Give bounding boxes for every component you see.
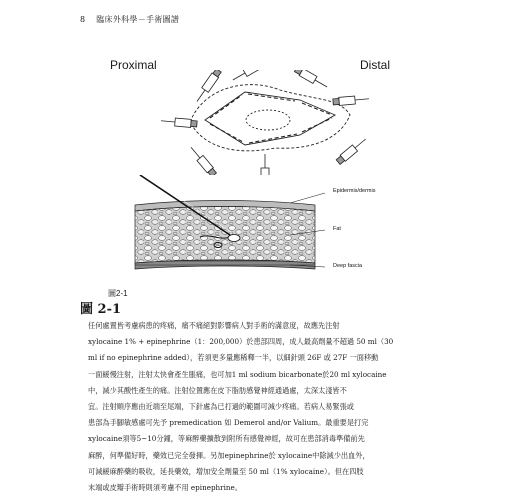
body-line: 患部為手腳敏感處可先予 premedication 如 Demerol and/or Valium。最重要是打完 [88, 418, 369, 428]
body-line: 中，減少其酸性產生的痛。注射位置應在皮下脂肪感覺神經通過處，太深太淺皆不 [88, 385, 347, 395]
page-number: 8 [80, 15, 86, 24]
epidermis-dermis-label: Epidermis/dermis [333, 188, 376, 194]
body-line: 可減緩麻醉藥的吸收，延長藥效，增加安全劑量至 50 ml（1% xylocaine）。但在四肢 [88, 466, 364, 476]
injection-sequence-illustration [150, 70, 380, 175]
body-text [88, 318, 448, 496]
body-line: 宜。注射順序應由近端至尾端，下針處為已打過的範圍可減少疼痛。若病人易緊張或 [88, 402, 354, 412]
body-line: 麻醉，何準備好時，藥效已完全發揮。另加epinephrine於 xylocaine中除減少出血外， [88, 450, 370, 460]
body-line: xylocaine須等5~10分鐘，等麻醉藥擴散到附所有感覺神經，故可在患部消毒準備前先 [88, 434, 365, 444]
body-line: 任何處置皆考慮病患的疼痛，痛不痛絕對影響病人對手術的滿意度，故應先注射 [88, 321, 340, 330]
figure-caption: 圖 2-1 [80, 302, 122, 317]
deep-fascia-label: Deep fascia [333, 263, 363, 269]
fat-label: Fat [333, 226, 341, 232]
figure-caption-small: 圖2-1 [108, 289, 128, 298]
distal-label: Distal [360, 58, 391, 72]
body-line: ml if no epinephrine added），若須更多量應稀釋一半，以細針頭 26F 或 27F 一面移動 [88, 353, 379, 363]
running-header [80, 14, 179, 25]
body-line: 一面緩慢注射，注射太快會產生脹痛，也可加1 ml sodium bicarbonate於20 ml xylocaine [88, 369, 387, 379]
body-line: 末端或皮瓣手術時則須考慮不用 epinephrine。 [88, 483, 242, 493]
subcutaneous-cross-section-illustration [130, 175, 330, 280]
proximal-label: Proximal [110, 58, 157, 72]
body-line: xylocaine 1% + epinephrine（1：200,000）於患部四周，成人最高劑量不超過 50 ml（30 [88, 337, 394, 347]
running-title: 臨床外科學－手術圖譜 [96, 15, 180, 24]
